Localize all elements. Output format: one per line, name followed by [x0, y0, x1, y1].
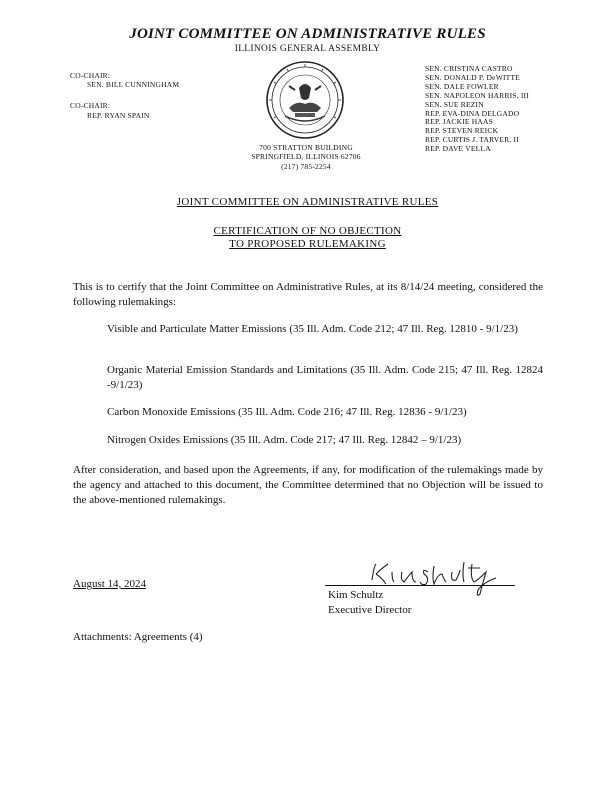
- address-line-1: 700 STRATTON BUILDING: [259, 143, 353, 152]
- co-chair-name-2: REP. RYAN SPAIN: [87, 111, 150, 120]
- state-seal-icon: [265, 60, 345, 140]
- signatory-name: Kim Schultz: [328, 589, 384, 601]
- certification-heading-line-1: CERTIFICATION OF NO OBJECTION: [213, 225, 402, 237]
- member-name: REP. EVA-DINA DELGADO: [425, 108, 520, 118]
- certification-date: August 14, 2024: [73, 578, 147, 590]
- member-name: REP. DAVE VELLA: [425, 144, 491, 154]
- address-line-2: SPRINGFIELD, ILLINOIS 62706: [251, 152, 361, 162]
- member-name: REP. STEVEN REICK: [425, 126, 499, 136]
- rulemaking-item: Organic Material Emission Standards and Limitations (35 Ill. Adm. Code 215; 47 Ill. Reg. 12824 -9/1/23): [107, 364, 543, 391]
- committee-members-list: [425, 65, 529, 154]
- rulemaking-item: Nitrogen Oxides Emissions (35 Ill. Adm. Code 217; 47 Ill. Reg. 12842 – 9/1/23): [107, 434, 462, 446]
- member-name: SEN. NAPOLEON HARRIS, III: [425, 90, 529, 100]
- member-name: SEN. CRISTINA CASTRO: [425, 64, 513, 73]
- document-subtitle: ILLINOIS GENERAL ASSEMBLY: [234, 44, 381, 54]
- member-name: SEN. DONALD P. DeWITTE: [425, 72, 521, 82]
- co-chair-label-2: CO-CHAIR:: [70, 101, 111, 110]
- member-name: SEN. SUE REZIN: [425, 99, 484, 109]
- conclusion-paragraph: After consideration, and based upon the Agreements, if any, for modification of the rulemakings made by the agency and attached to this document, the Committee determined that no Objection will be issued to the above-mentioned rulemakings.: [73, 464, 543, 506]
- document-title: JOINT COMMITTEE ON ADMINISTRATIVE RULES: [129, 26, 486, 42]
- member-name: SEN. DALE FOWLER: [425, 81, 499, 91]
- member-name: REP. CURTIS J. TARVER, II: [425, 135, 519, 145]
- rulemaking-item: Visible and Particulate Matter Emissions (35 Ill. Adm. Code 212; 47 Ill. Reg. 12810 - 9/1/23): [107, 323, 518, 335]
- address-line-3: (217) 785-2254: [281, 161, 331, 171]
- signatory-block: [328, 588, 411, 618]
- signature-line: [325, 585, 515, 586]
- intro-paragraph: This is to certify that the Joint Committee on Administrative Rules, at its 8/14/24 meeting, considered the following rulemakings:: [73, 281, 543, 308]
- co-chair-label-1: CO-CHAIR:: [70, 71, 111, 80]
- member-name: REP. JACKIE HAAS: [425, 117, 494, 127]
- rulemaking-item: Carbon Monoxide Emissions (35 Ill. Adm. Code 216; 47 Ill. Reg. 12836 - 9/1/23): [107, 406, 467, 418]
- committee-heading: JOINT COMMITTEE ON ADMINISTRATIVE RULES: [176, 196, 439, 208]
- attachments-note: Attachments: Agreements (4): [73, 631, 203, 643]
- signatory-title: Executive Director: [328, 604, 412, 616]
- certification-heading-line-2: TO PROPOSED RULEMAKING: [229, 238, 386, 250]
- co-chair-name-1: SEN. BILL CUNNINGHAM: [87, 80, 180, 89]
